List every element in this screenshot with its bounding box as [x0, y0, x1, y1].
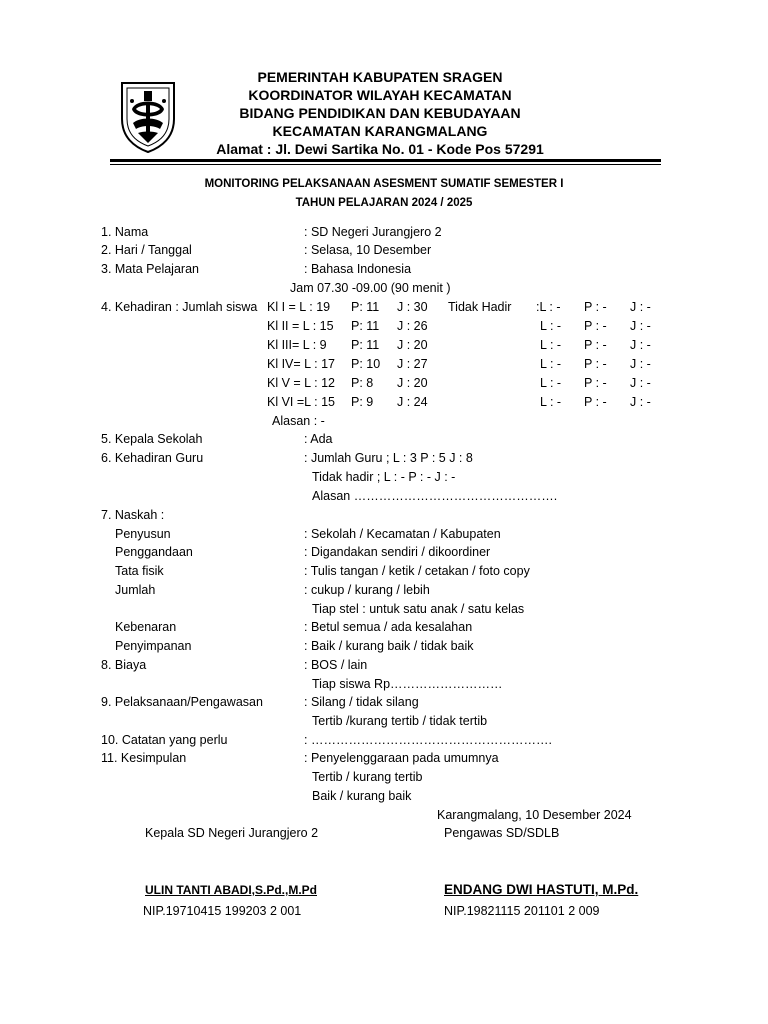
hari-value: : Selasa, 10 Desember	[304, 243, 432, 257]
class-row-j: J : 26	[397, 319, 428, 333]
kesimpulan-value-2: Tertib / kurang tertib	[312, 770, 423, 784]
class-row-kl: Kl IV= L : 17	[267, 357, 335, 371]
place-date: Karangmalang, 10 Desember 2024	[437, 808, 632, 822]
jam-value: Jam 07.30 -09.00 (90 menit )	[290, 281, 451, 295]
pelaksanaan-label: 9. Pelaksanaan/Pengawasan	[101, 695, 263, 709]
class-row-p: P: 11	[351, 300, 380, 314]
guru-tidak-hadir: Tidak hadir ; L : - P : - J : -	[312, 470, 456, 484]
hari-label: 2. Hari / Tanggal	[101, 243, 192, 257]
class-row-absent-j: J : -	[630, 300, 651, 314]
naskah-label: 7. Naskah :	[101, 508, 165, 522]
tatafisik-value: : Tulis tangan / ketik / cetakan / foto copy	[304, 564, 530, 578]
header-divider-thick	[110, 159, 661, 162]
class-row-absent-l: L : -	[540, 319, 562, 333]
header-line-4: KECAMATAN KARANGMALANG	[272, 123, 488, 139]
header-divider-thin	[110, 164, 661, 165]
nama-value: : SD Negeri Jurangjero 2	[304, 225, 442, 239]
biaya-value: : BOS / lain	[304, 658, 368, 672]
jumlah-value-2: Tiap stel : untuk satu anak / satu kelas	[312, 602, 525, 616]
class-row-kl: Kl III= L : 9	[267, 338, 327, 352]
guru-jumlah: : Jumlah Guru ; L : 3 P : 5 J : 8	[304, 451, 473, 465]
penyusun-value: : Sekolah / Kecamatan / Kabupaten	[304, 527, 501, 541]
kehadiran-label: 4. Kehadiran : Jumlah siswa	[101, 300, 258, 314]
header-line-1: PEMERINTAH KABUPATEN SRAGEN	[257, 69, 503, 85]
kebenaran-label: Kebenaran	[115, 620, 177, 634]
right-signer-title: Pengawas SD/SDLB	[444, 826, 560, 840]
right-signer-name: ENDANG DWI HASTUTI, M.Pd.	[444, 882, 639, 897]
class-row-absent-p: P : -	[584, 395, 607, 409]
penggandaan-label: Penggandaan	[115, 545, 193, 559]
class-row-j: J : 27	[397, 357, 428, 371]
header-address: Alamat : Jl. Dewi Sartika No. 01 - Kode Pos 57291	[216, 141, 544, 157]
class-row-absent-p: P : -	[584, 357, 607, 371]
class-row-absent-j: J : -	[630, 357, 651, 371]
tatafisik-label: Tata fisik	[115, 564, 164, 578]
class-row-absent-l: L : -	[540, 395, 562, 409]
penyimpanan-value: : Baik / kurang baik / tidak baik	[304, 639, 474, 653]
class-row-p: P: 10	[351, 357, 381, 371]
catatan-value: : ………………………………………………….	[304, 733, 552, 747]
left-signer-title: Kepala SD Negeri Jurangjero 2	[145, 826, 319, 840]
penyusun-label: Penyusun	[115, 527, 171, 541]
kebenaran-value: : Betul semua / ada kesalahan	[304, 620, 473, 634]
kesimpulan-label: 11. Kesimpulan	[101, 751, 187, 765]
class-row-absent-j: J : -	[630, 319, 651, 333]
penggandaan-value: : Digandakan sendiri / dikoordiner	[304, 545, 491, 559]
left-signer-name: ULIN TANTI ABADI,S.Pd.,M.Pd	[145, 883, 317, 897]
class-row-p: P: 8	[351, 376, 374, 390]
class-row-j: J : 20	[397, 338, 428, 352]
class-row-absent-p: P : -	[584, 319, 607, 333]
alasan-siswa: Alasan : -	[272, 414, 325, 428]
header-line-3: BIDANG PENDIDIKAN DAN KEBUDAYAAN	[239, 105, 521, 121]
class-row-absent-p: P : -	[584, 376, 607, 390]
mapel-value: : Bahasa Indonesia	[304, 262, 412, 276]
pelaksanaan-value-2: Tertib /kurang tertib / tidak tertib	[312, 714, 488, 728]
catatan-label: 10. Catatan yang perlu	[101, 733, 228, 747]
nama-label: 1. Nama	[101, 225, 149, 239]
class-row-kl: Kl VI =L : 15	[267, 395, 335, 409]
header-line-2: KOORDINATOR WILAYAH KECAMATAN	[248, 87, 512, 103]
class-row-absent-j: J : -	[630, 338, 651, 352]
right-signer-nip: NIP.19821115 201101 2 009	[444, 904, 600, 918]
biaya-label: 8. Biaya	[101, 658, 147, 672]
left-signer-nip: NIP.19710415 199203 2 001	[143, 904, 302, 918]
document-title: MONITORING PELAKSANAAN ASESMENT SUMATIF SEMESTER I	[204, 178, 564, 190]
pelaksanaan-value: : Silang / tidak silang	[304, 695, 419, 709]
class-row-j: J : 20	[397, 376, 428, 390]
class-row-kl: Kl V = L : 12	[267, 376, 335, 390]
kesimpulan-value-3: Baik / kurang baik	[312, 789, 412, 803]
jumlah-value: : cukup / kurang / lebih	[304, 583, 430, 597]
class-row-absent-p: P : -	[584, 300, 607, 314]
class-row-absent-l: L : -	[540, 357, 562, 371]
class-row-absent-j: J : -	[630, 376, 651, 390]
class-row-p: P: 11	[351, 319, 380, 333]
class-row-absent-l: L : -	[540, 338, 562, 352]
mapel-label: 3. Mata Pelajaran	[101, 262, 199, 276]
kepsek-value: : Ada	[304, 432, 333, 446]
tidak-hadir-label: Tidak Hadir	[448, 300, 512, 314]
jumlah-label: Jumlah	[115, 583, 156, 597]
class-row-absent-j: J : -	[630, 395, 651, 409]
class-row-absent-l: :L : -	[536, 300, 561, 314]
biaya-value-2: Tiap siswa Rp………………………	[312, 677, 503, 691]
class-row-absent-l: L : -	[540, 376, 562, 390]
class-row-j: J : 24	[397, 395, 428, 409]
document-subtitle: TAHUN PELAJARAN 2024 / 2025	[295, 197, 473, 209]
class-row-kl: Kl I = L : 19	[267, 300, 331, 314]
penyimpanan-label: Penyimpanan	[115, 639, 192, 653]
guru-alasan: Alasan ………………………………………….	[312, 489, 558, 503]
class-row-p: P: 11	[351, 338, 380, 352]
kepsek-label: 5. Kepala Sekolah	[101, 432, 203, 446]
class-row-p: P: 9	[351, 395, 374, 409]
class-row-j: J : 30	[397, 300, 428, 314]
kesimpulan-value: : Penyelenggaraan pada umumnya	[304, 751, 499, 765]
guru-label: 6. Kehadiran Guru	[101, 451, 204, 465]
class-row-absent-p: P : -	[584, 338, 607, 352]
class-row-kl: Kl II = L : 15	[267, 319, 334, 333]
